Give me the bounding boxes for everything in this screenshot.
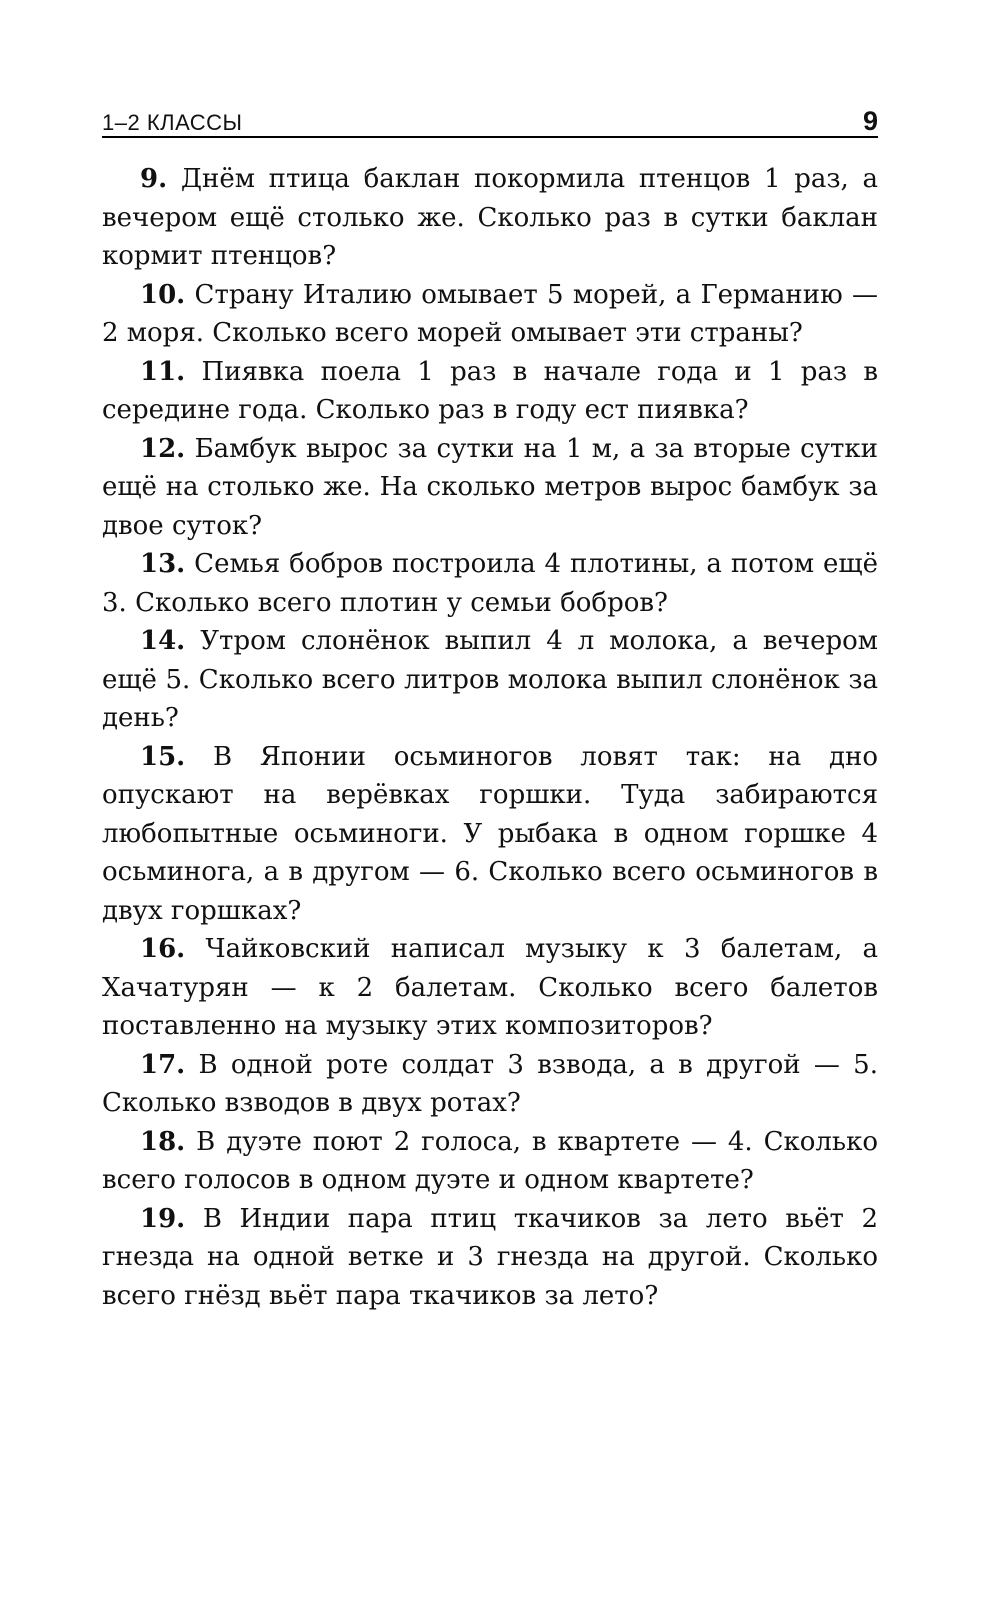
problem-text: Днём птица баклан покормила птенцов 1 раз, а вечером ещё столько же. Сколько раз в сутки баклан кормит птенцов? bbox=[102, 164, 878, 271]
problem-number: 9. bbox=[140, 164, 168, 194]
problem-15 bbox=[102, 738, 878, 931]
problem-12 bbox=[102, 430, 878, 546]
problem-text: Пиявка поела 1 раз в начале года и 1 раз в середине года. Сколько раз в году ест пиявка? bbox=[102, 356, 879, 425]
problem-16 bbox=[102, 930, 878, 1046]
problem-text: В одной роте солдат 3 взвода, а в другой — 5. Сколько взводов в двух ротах? bbox=[102, 1049, 878, 1118]
problem-number: 19. bbox=[140, 1203, 186, 1234]
page-number: 9 bbox=[862, 106, 878, 136]
problem-text: Семья бобров построила 4 плотины, а потом ещё 3. Сколько всего плотин у семьи бобров? bbox=[102, 549, 878, 618]
problem-number: 17. bbox=[140, 1049, 186, 1080]
problem-text: Бамбук вырос за сутки на 1 м, а за вторые сутки ещё на столько же. На сколько метров вырос бамбук за двое суток? bbox=[102, 433, 878, 541]
problem-number: 13. bbox=[140, 549, 186, 579]
problem-text: В Индии пара птиц ткачиков за лето вьёт 2 гнезда на одной ветке и 3 гнезда на другой. Сколько всего гнёзд вьёт пара ткачиков за лето? bbox=[102, 1203, 878, 1311]
problem-14 bbox=[102, 622, 878, 738]
problem-18 bbox=[102, 1123, 878, 1200]
problem-text: В дуэте поют 2 голоса, в квартете — 4. Сколько всего голосов в одном дуэте и одном квартете? bbox=[102, 1126, 878, 1195]
problem-number: 10. bbox=[140, 279, 186, 310]
problem-text: Чайковский написал музыку к 3 балетам, а Хачатурян — к 2 балетам. Сколько всего балетов поставленно на музыку этих композиторов? bbox=[102, 934, 879, 1041]
book-page bbox=[102, 100, 878, 1315]
problem-text: В Японии осьминогов ловят так: на дно опускают на верёвках горшки. Туда забираются любопытные осьминоги. У рыбака в одном горшке 4 осьминога, а в другом — 6. Сколько всего осьминогов в двух горшках? bbox=[102, 741, 878, 926]
problem-text: Страну Италию омывает 5 морей, а Германию — 2 моря. Сколько всего морей омывает эти страны? bbox=[102, 279, 879, 348]
problem-9 bbox=[102, 160, 878, 276]
problem-number: 12. bbox=[140, 433, 186, 464]
problem-number: 11. bbox=[140, 356, 186, 387]
problem-13 bbox=[102, 545, 878, 622]
problem-number: 15. bbox=[140, 741, 186, 772]
running-header bbox=[102, 100, 878, 138]
problem-number: 14. bbox=[140, 626, 186, 656]
problem-list bbox=[102, 160, 878, 1315]
problem-19 bbox=[102, 1200, 878, 1316]
problem-10 bbox=[102, 276, 878, 353]
problem-number: 16. bbox=[140, 934, 186, 964]
problem-number: 18. bbox=[140, 1126, 186, 1157]
problem-17 bbox=[102, 1046, 878, 1123]
problem-text: Утром слонёнок выпил 4 л молока, а вечером ещё 5. Сколько всего литров молока выпил слонёнок за день? bbox=[102, 626, 879, 733]
section-title: 1–2 КЛАССЫ bbox=[102, 110, 243, 135]
problem-11 bbox=[102, 353, 878, 430]
